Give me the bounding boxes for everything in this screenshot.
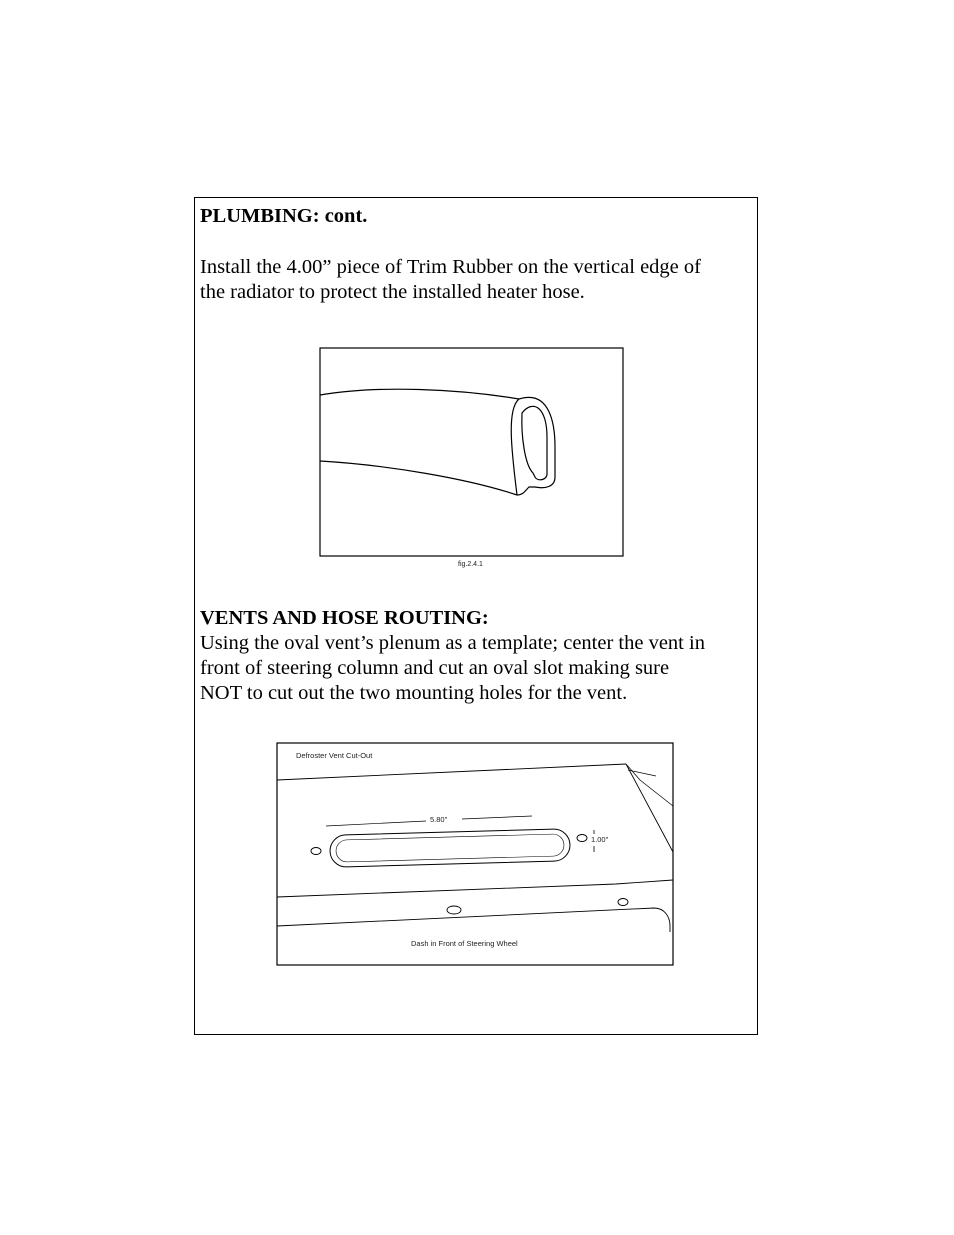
height-dimension-label: 1.00" xyxy=(591,835,609,844)
paragraph-line: front of steering column and cut an oval slot making sure xyxy=(200,657,670,679)
figure-caption: fig.2.4.1 xyxy=(458,561,483,568)
section-heading-plumbing: PLUMBING: cont. xyxy=(200,205,368,227)
paragraph-line: NOT to cut out the two mounting holes for the vent. xyxy=(200,682,628,704)
figure-title: Defroster Vent Cut-Out xyxy=(296,751,373,760)
section-heading-vents: VENTS AND HOSE ROUTING: xyxy=(200,607,489,629)
defroster-vent-figure xyxy=(276,742,676,968)
paragraph-line: Install the 4.00” piece of Trim Rubber on the vertical edge of xyxy=(200,256,701,278)
trim-rubber-figure xyxy=(319,347,625,559)
paragraph-line: the radiator to protect the installed heater hose. xyxy=(200,281,585,303)
paragraph-line: Using the oval vent’s plenum as a template; center the vent in xyxy=(200,632,705,654)
width-dimension-label: 5.80" xyxy=(430,815,448,824)
figure-bottom-label: Dash in Front of Steering Wheel xyxy=(411,939,518,948)
